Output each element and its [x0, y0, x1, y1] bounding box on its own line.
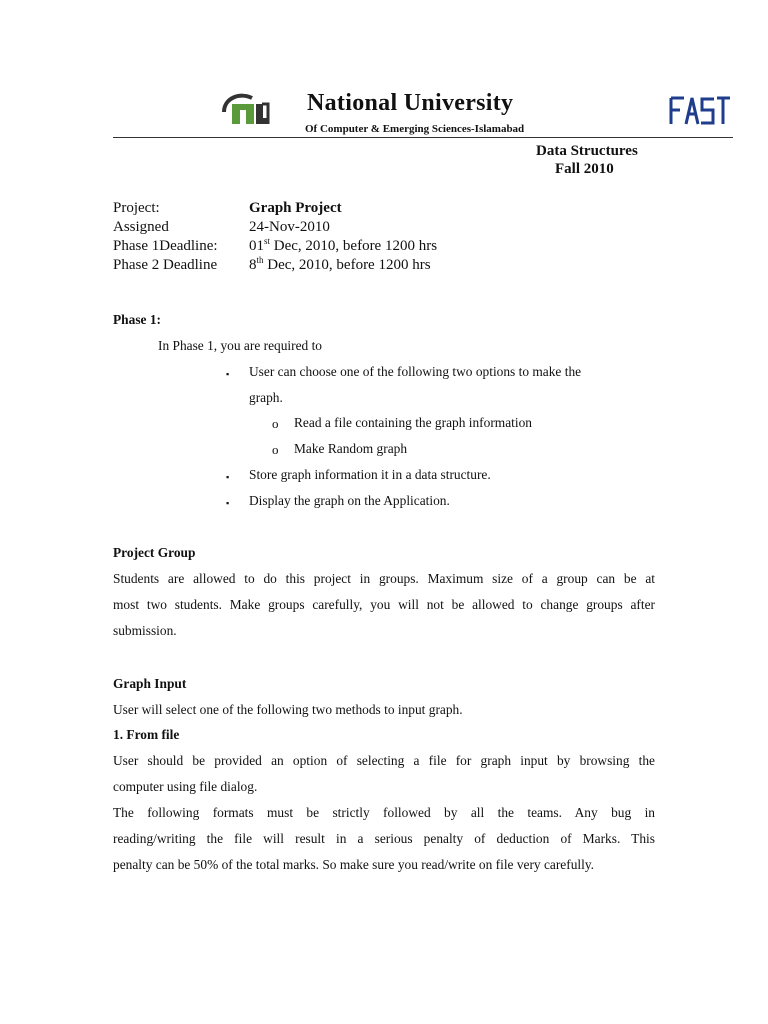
phase2-deadline-row	[113, 256, 437, 275]
assigned-row	[113, 218, 437, 237]
format-line: penalty can be 50% of the total marks. So make sure you read/write on file very carefully.	[113, 857, 595, 872]
header-divider	[113, 137, 733, 138]
info-label: Phase 1Deadline:	[113, 238, 218, 254]
bullet-icon: ▪	[226, 472, 230, 482]
phase2-deadline: 8th Dec, 2010, before 1200 hrs	[249, 255, 431, 273]
project-title: Graph Project	[249, 200, 342, 216]
from-file-line: User should be provided an option of selecting a file for graph input by browsing the	[113, 753, 655, 768]
assigned-date: 24-Nov-2010	[249, 219, 330, 235]
phase1-deadline: 01st Dec, 2010, before 1200 hrs	[249, 236, 438, 254]
from-file-heading: 1. From file	[113, 727, 180, 742]
course-name: Data Structures	[536, 143, 638, 159]
project-group-line: most two students. Make groups carefully, you will not be allowed to change groups after	[113, 597, 655, 612]
graph-input-intro: User will select one of the following two methods to input graph.	[113, 702, 463, 717]
sub-bullet-icon: o	[272, 442, 279, 457]
nu-logo-text: nu	[218, 90, 219, 91]
phase1-subitem: Read a file containing the graph information	[294, 415, 532, 430]
phase1-item-continued: graph.	[249, 390, 283, 405]
bullet-icon: ▪	[226, 369, 230, 379]
info-label: Phase 2 Deadline	[113, 257, 218, 273]
project-info	[113, 199, 437, 275]
graph-input-heading: Graph Input	[113, 676, 187, 691]
project-group-line: submission.	[113, 623, 177, 638]
phase1-item: Display the graph on the Application.	[249, 493, 450, 508]
phase1-item: Store graph information it in a data structure.	[249, 467, 491, 482]
nu-logo	[218, 90, 270, 130]
phase1-deadline-row	[113, 237, 437, 256]
project-row	[113, 199, 437, 218]
fast-logo-text: FAST	[668, 96, 671, 97]
phase1-heading: Phase 1:	[113, 312, 161, 327]
phase1-intro: In Phase 1, you are required to	[158, 338, 322, 353]
info-label: Project:	[113, 200, 160, 216]
phase1-subitem: Make Random graph	[294, 441, 408, 456]
university-subtitle: Of Computer & Emerging Sciences-Islamabad	[305, 123, 525, 135]
fast-logo	[668, 96, 731, 126]
from-file-line: computer using file dialog.	[113, 779, 258, 794]
phase1-item: User can choose one of the following two options to make the	[249, 364, 582, 379]
sub-bullet-icon: o	[272, 416, 279, 431]
bullet-icon: ▪	[226, 498, 230, 508]
project-group-heading: Project Group	[113, 545, 196, 560]
project-group-line: Students are allowed to do this project in groups. Maximum size of a group can be at	[113, 571, 655, 586]
format-line: The following formats must be strictly followed by all the teams. Any bug in	[113, 805, 655, 820]
university-name: National University	[307, 90, 514, 116]
course-term: Fall 2010	[555, 161, 614, 177]
info-label: Assigned	[113, 219, 169, 235]
format-line: reading/writing the file will result in a serious penalty of deduction of Marks. This	[113, 831, 655, 846]
